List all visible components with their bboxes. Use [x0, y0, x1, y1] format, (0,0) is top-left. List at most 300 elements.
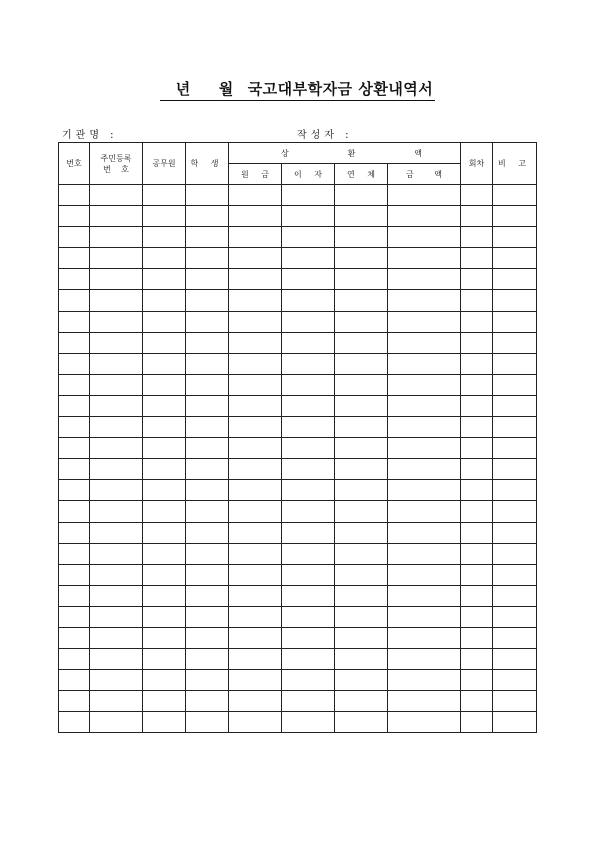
table-cell[interactable] [493, 185, 537, 206]
header-no: 번호 [59, 143, 90, 185]
table-row [59, 522, 537, 543]
table-cell[interactable] [59, 206, 90, 227]
table-cell[interactable] [282, 522, 335, 543]
table-row [59, 459, 537, 480]
header-principal: 원 금 [229, 164, 282, 185]
table-cell[interactable] [461, 227, 493, 248]
table-cell[interactable] [282, 206, 335, 227]
table-cell[interactable] [90, 585, 143, 606]
table-cell[interactable] [143, 543, 186, 564]
header-resident-no-line1: 주민등록 [100, 153, 132, 163]
table-cell[interactable] [59, 522, 90, 543]
table-cell[interactable] [186, 185, 229, 206]
header-interest: 이 자 [282, 164, 335, 185]
table-cell[interactable] [143, 206, 186, 227]
table-cell[interactable] [229, 606, 282, 627]
table-cell[interactable] [90, 290, 143, 311]
table-cell[interactable] [229, 206, 282, 227]
table-cell[interactable] [493, 606, 537, 627]
table-cell[interactable] [59, 712, 90, 733]
header-amount: 금 액 [388, 164, 461, 185]
table-cell[interactable] [388, 522, 461, 543]
table-cell[interactable] [461, 501, 493, 522]
table-cell[interactable] [229, 374, 282, 395]
table-row [59, 290, 537, 311]
table-cell[interactable] [461, 543, 493, 564]
table-cell[interactable] [143, 290, 186, 311]
table-cell[interactable] [186, 269, 229, 290]
table-cell[interactable] [335, 691, 388, 712]
table-row [59, 185, 537, 206]
table-cell[interactable] [90, 417, 143, 438]
document-title [0, 78, 595, 101]
table-cell[interactable] [59, 311, 90, 332]
table-cell[interactable] [59, 374, 90, 395]
table-cell[interactable] [388, 670, 461, 691]
table-cell[interactable] [186, 459, 229, 480]
table-cell[interactable] [229, 585, 282, 606]
table-cell[interactable] [335, 501, 388, 522]
table-cell[interactable] [493, 522, 537, 543]
header-overdue: 연 체 [335, 164, 388, 185]
table-cell[interactable] [229, 712, 282, 733]
table-cell[interactable] [59, 459, 90, 480]
table-cell[interactable] [335, 227, 388, 248]
table-cell[interactable] [59, 691, 90, 712]
table-cell[interactable] [229, 332, 282, 353]
table-cell[interactable] [143, 374, 186, 395]
table-cell[interactable] [388, 269, 461, 290]
table-cell[interactable] [90, 374, 143, 395]
table-cell[interactable] [461, 606, 493, 627]
table-cell[interactable] [461, 522, 493, 543]
table-cell[interactable] [229, 691, 282, 712]
table-cell[interactable] [186, 649, 229, 670]
table-cell[interactable] [388, 185, 461, 206]
writer-label: 작성자 : [297, 130, 353, 141]
table-cell[interactable] [335, 712, 388, 733]
table-cell[interactable] [388, 438, 461, 459]
table-row [59, 227, 537, 248]
table-cell[interactable] [335, 459, 388, 480]
table-cell[interactable] [143, 353, 186, 374]
table-cell[interactable] [335, 374, 388, 395]
table-cell[interactable] [282, 374, 335, 395]
table-cell[interactable] [282, 459, 335, 480]
table-cell[interactable] [143, 480, 186, 501]
table-cell[interactable] [388, 290, 461, 311]
table-cell[interactable] [461, 353, 493, 374]
table-cell[interactable] [461, 248, 493, 269]
table-row [59, 670, 537, 691]
table-cell[interactable] [335, 670, 388, 691]
table-cell[interactable] [461, 649, 493, 670]
table-cell[interactable] [493, 649, 537, 670]
organization-name-label: 기관명 : [62, 130, 118, 141]
table-cell[interactable] [229, 670, 282, 691]
title-month-label: 월 [218, 80, 234, 98]
table-cell[interactable] [90, 269, 143, 290]
table-cell[interactable] [493, 480, 537, 501]
title-year-label: 년 [175, 80, 191, 98]
table-cell[interactable] [282, 332, 335, 353]
table-cell[interactable] [335, 185, 388, 206]
table-cell[interactable] [282, 691, 335, 712]
table-cell[interactable] [461, 269, 493, 290]
table-cell[interactable] [282, 290, 335, 311]
table-cell[interactable] [493, 353, 537, 374]
table-cell[interactable] [90, 248, 143, 269]
table-cell[interactable] [143, 691, 186, 712]
table-cell[interactable] [59, 606, 90, 627]
table-cell[interactable] [282, 564, 335, 585]
table-cell[interactable] [143, 438, 186, 459]
table-cell[interactable] [388, 606, 461, 627]
table-cell[interactable] [282, 438, 335, 459]
table-cell[interactable] [186, 353, 229, 374]
table-cell[interactable] [388, 227, 461, 248]
table-cell[interactable] [335, 606, 388, 627]
table-cell[interactable] [282, 712, 335, 733]
table-cell[interactable] [143, 395, 186, 416]
table-cell[interactable] [493, 248, 537, 269]
table-cell[interactable] [282, 311, 335, 332]
table-cell[interactable] [59, 670, 90, 691]
table-cell[interactable] [143, 227, 186, 248]
table-cell[interactable] [90, 522, 143, 543]
table-cell[interactable] [186, 627, 229, 648]
table-row [59, 269, 537, 290]
table-cell[interactable] [90, 332, 143, 353]
table-cell[interactable] [229, 459, 282, 480]
table-cell[interactable] [388, 501, 461, 522]
table-cell[interactable] [282, 480, 335, 501]
table-cell[interactable] [335, 564, 388, 585]
table-cell[interactable] [143, 585, 186, 606]
table-cell[interactable] [143, 649, 186, 670]
table-cell[interactable] [388, 691, 461, 712]
table-cell[interactable] [493, 206, 537, 227]
table-cell[interactable] [59, 269, 90, 290]
table-cell[interactable] [186, 564, 229, 585]
table-cell[interactable] [461, 712, 493, 733]
table-cell[interactable] [335, 290, 388, 311]
table-cell[interactable] [186, 374, 229, 395]
table-cell[interactable] [59, 438, 90, 459]
table-cell[interactable] [186, 670, 229, 691]
table-cell[interactable] [461, 290, 493, 311]
table-cell[interactable] [90, 311, 143, 332]
table-cell[interactable] [90, 543, 143, 564]
table-cell[interactable] [461, 585, 493, 606]
table-row [59, 480, 537, 501]
table-cell[interactable] [388, 353, 461, 374]
table-cell[interactable] [282, 606, 335, 627]
table-cell[interactable] [90, 480, 143, 501]
table-cell[interactable] [282, 670, 335, 691]
table-row [59, 585, 537, 606]
table-row [59, 438, 537, 459]
table-cell[interactable] [282, 185, 335, 206]
header-official: 공무원 [143, 143, 186, 185]
table-cell[interactable] [388, 311, 461, 332]
table-cell[interactable] [186, 522, 229, 543]
table-cell[interactable] [229, 395, 282, 416]
table-cell[interactable] [388, 585, 461, 606]
table-cell[interactable] [90, 606, 143, 627]
table-cell[interactable] [59, 543, 90, 564]
repayment-table [58, 142, 537, 733]
table-cell[interactable] [461, 185, 493, 206]
table-cell[interactable] [388, 543, 461, 564]
table-cell[interactable] [461, 627, 493, 648]
table-cell[interactable] [59, 649, 90, 670]
table-cell[interactable] [59, 185, 90, 206]
table-cell[interactable] [229, 185, 282, 206]
table-cell[interactable] [186, 438, 229, 459]
table-cell[interactable] [186, 332, 229, 353]
table-row [59, 417, 537, 438]
table-cell[interactable] [335, 395, 388, 416]
table-cell[interactable] [461, 564, 493, 585]
table-cell[interactable] [335, 480, 388, 501]
table-cell[interactable] [388, 712, 461, 733]
table-cell[interactable] [493, 311, 537, 332]
table-cell[interactable] [335, 206, 388, 227]
table-cell[interactable] [143, 248, 186, 269]
table-cell[interactable] [282, 395, 335, 416]
table-row [59, 501, 537, 522]
table-cell[interactable] [335, 585, 388, 606]
table-row [59, 606, 537, 627]
table-cell[interactable] [90, 627, 143, 648]
table-cell[interactable] [186, 712, 229, 733]
table-cell[interactable] [493, 543, 537, 564]
table-cell[interactable] [143, 627, 186, 648]
table-cell[interactable] [59, 627, 90, 648]
table-cell[interactable] [90, 649, 143, 670]
table-row [59, 311, 537, 332]
table-cell[interactable] [90, 712, 143, 733]
table-cell[interactable] [461, 459, 493, 480]
table-cell[interactable] [186, 501, 229, 522]
table-cell[interactable] [229, 417, 282, 438]
table-cell[interactable] [388, 332, 461, 353]
table-cell[interactable] [461, 311, 493, 332]
table-cell[interactable] [229, 543, 282, 564]
table-cell[interactable] [59, 332, 90, 353]
table-cell[interactable] [388, 206, 461, 227]
table-cell[interactable] [59, 480, 90, 501]
table-cell[interactable] [461, 691, 493, 712]
table-cell[interactable] [335, 353, 388, 374]
table-cell[interactable] [388, 459, 461, 480]
table-cell[interactable] [90, 353, 143, 374]
table-cell[interactable] [186, 395, 229, 416]
table-cell[interactable] [143, 311, 186, 332]
table-cell[interactable] [388, 480, 461, 501]
table-cell[interactable] [143, 417, 186, 438]
table-cell[interactable] [461, 332, 493, 353]
table-cell[interactable] [90, 227, 143, 248]
table-cell[interactable] [186, 606, 229, 627]
table-cell[interactable] [59, 353, 90, 374]
table-cell[interactable] [282, 501, 335, 522]
table-cell[interactable] [335, 627, 388, 648]
table-cell[interactable] [143, 501, 186, 522]
table-cell[interactable] [461, 374, 493, 395]
table-cell[interactable] [388, 417, 461, 438]
table-row [59, 691, 537, 712]
table-cell[interactable] [335, 311, 388, 332]
table-cell[interactable] [59, 227, 90, 248]
table-cell[interactable] [335, 269, 388, 290]
table-cell[interactable] [282, 627, 335, 648]
table-cell[interactable] [282, 417, 335, 438]
table-cell[interactable] [461, 206, 493, 227]
table-cell[interactable] [229, 627, 282, 648]
header-resident-no-line2: 번 호 [103, 164, 129, 174]
table-cell[interactable] [90, 670, 143, 691]
table-cell[interactable] [461, 670, 493, 691]
table-cell[interactable] [186, 311, 229, 332]
table-cell[interactable] [229, 564, 282, 585]
table-cell[interactable] [186, 543, 229, 564]
table-cell[interactable] [229, 290, 282, 311]
table-cell[interactable] [493, 585, 537, 606]
header-remarks: 비 고 [493, 143, 537, 185]
table-cell[interactable] [143, 332, 186, 353]
table-cell[interactable] [143, 606, 186, 627]
table-cell[interactable] [335, 438, 388, 459]
table-cell[interactable] [90, 395, 143, 416]
table-cell[interactable] [186, 227, 229, 248]
table-cell[interactable] [493, 374, 537, 395]
table-cell[interactable] [229, 248, 282, 269]
table-cell[interactable] [186, 417, 229, 438]
table-cell[interactable] [229, 269, 282, 290]
table-cell[interactable] [186, 691, 229, 712]
table-cell[interactable] [493, 564, 537, 585]
table-cell[interactable] [282, 227, 335, 248]
table-cell[interactable] [186, 290, 229, 311]
table-cell[interactable] [388, 395, 461, 416]
table-cell[interactable] [493, 670, 537, 691]
table-cell[interactable] [335, 522, 388, 543]
header-resident-no [90, 143, 143, 185]
table-cell[interactable] [282, 248, 335, 269]
table-cell[interactable] [388, 248, 461, 269]
table-cell[interactable] [90, 459, 143, 480]
table-cell[interactable] [59, 395, 90, 416]
table-cell[interactable] [335, 332, 388, 353]
table-cell[interactable] [229, 227, 282, 248]
table-cell[interactable] [282, 353, 335, 374]
table-cell[interactable] [493, 227, 537, 248]
table-cell[interactable] [90, 185, 143, 206]
table-row [59, 649, 537, 670]
table-cell[interactable] [143, 564, 186, 585]
table-cell[interactable] [186, 585, 229, 606]
table-cell[interactable] [461, 395, 493, 416]
table-cell[interactable] [493, 438, 537, 459]
table-cell[interactable] [143, 522, 186, 543]
table-cell[interactable] [229, 649, 282, 670]
table-cell[interactable] [388, 649, 461, 670]
table-row [59, 248, 537, 269]
table-cell[interactable] [493, 269, 537, 290]
table-cell[interactable] [90, 438, 143, 459]
table-cell[interactable] [493, 691, 537, 712]
title-main: 국고대부학자금 상환내역서 [247, 80, 434, 98]
table-cell[interactable] [143, 269, 186, 290]
table-cell[interactable] [388, 627, 461, 648]
table-cell[interactable] [229, 522, 282, 543]
table-cell[interactable] [59, 585, 90, 606]
table-cell[interactable] [461, 438, 493, 459]
table-cell[interactable] [493, 290, 537, 311]
table-cell[interactable] [143, 670, 186, 691]
table-cell[interactable] [335, 543, 388, 564]
table-cell[interactable] [493, 395, 537, 416]
table-cell[interactable] [143, 459, 186, 480]
table-row [59, 395, 537, 416]
table-cell[interactable] [229, 438, 282, 459]
table-cell[interactable] [59, 501, 90, 522]
table-cell[interactable] [493, 332, 537, 353]
table-cell[interactable] [282, 649, 335, 670]
table-row [59, 712, 537, 733]
table-cell[interactable] [90, 691, 143, 712]
table-cell[interactable] [186, 480, 229, 501]
table-body [59, 185, 537, 733]
table-cell[interactable] [461, 417, 493, 438]
table-cell[interactable] [90, 501, 143, 522]
table-cell[interactable] [493, 712, 537, 733]
table-cell[interactable] [229, 501, 282, 522]
table-cell[interactable] [282, 269, 335, 290]
table-cell[interactable] [186, 206, 229, 227]
table-row [59, 206, 537, 227]
table-cell[interactable] [229, 353, 282, 374]
table-cell[interactable] [59, 417, 90, 438]
table-row [59, 374, 537, 395]
table-cell[interactable] [59, 290, 90, 311]
table-cell[interactable] [59, 564, 90, 585]
table-cell[interactable] [388, 564, 461, 585]
table-cell[interactable] [335, 649, 388, 670]
table-cell[interactable] [493, 459, 537, 480]
table-cell[interactable] [282, 543, 335, 564]
table-cell[interactable] [143, 712, 186, 733]
table-cell[interactable] [282, 585, 335, 606]
table-cell[interactable] [493, 501, 537, 522]
table-cell[interactable] [335, 417, 388, 438]
table-cell[interactable] [493, 627, 537, 648]
table-cell[interactable] [388, 374, 461, 395]
table-cell[interactable] [59, 248, 90, 269]
table-cell[interactable] [335, 248, 388, 269]
table-cell[interactable] [229, 311, 282, 332]
table-cell[interactable] [90, 206, 143, 227]
table-cell[interactable] [143, 185, 186, 206]
table-cell[interactable] [229, 480, 282, 501]
table-cell[interactable] [90, 564, 143, 585]
table-cell[interactable] [186, 248, 229, 269]
table-cell[interactable] [461, 480, 493, 501]
table-row [59, 353, 537, 374]
table-cell[interactable] [493, 417, 537, 438]
